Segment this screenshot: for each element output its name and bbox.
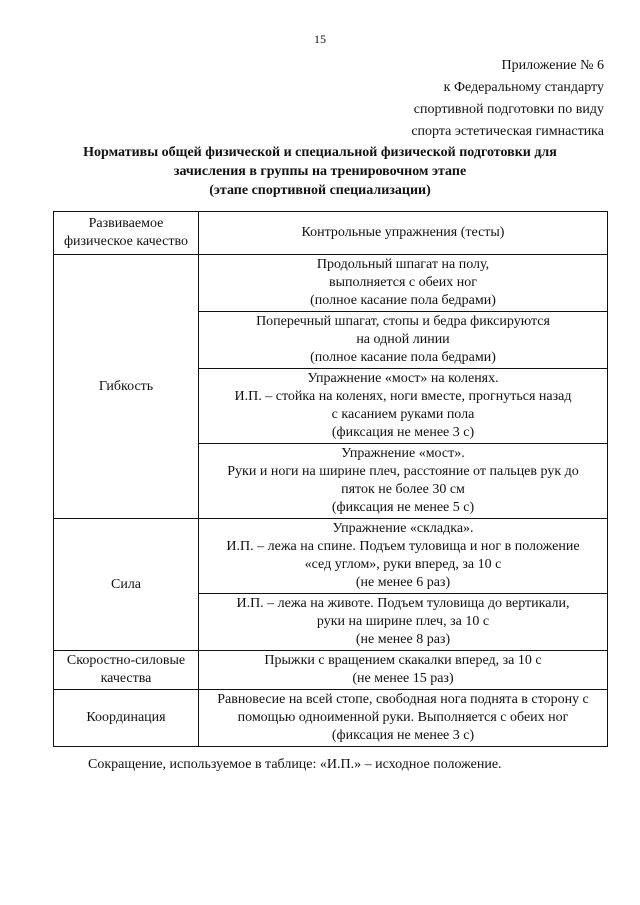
appendix-line: спортивной подготовки по виду (413, 102, 604, 117)
abbreviation-footnote: Сокращение, используемое в таблице: «И.П.» – исходное положение. (88, 757, 502, 772)
title-line: зачисления в группы на тренировочном этапе (173, 164, 467, 179)
appendix-line: спорта эстетическая гимнастика (411, 124, 604, 139)
test-cell: Прыжки с вращением скакалки вперед, за 10 с (не менее 15 раз) (199, 651, 608, 690)
table-row (54, 651, 608, 690)
appendix-block (411, 55, 604, 143)
title-line: Нормативы общей физической и специальной физической подготовки для (83, 145, 557, 160)
appendix-line: Приложение № 6 (501, 58, 604, 73)
test-cell: Равновесие на всей стопе, свободная нога поднята в сторону с помощью одноименной руки. Выполняется с обеих ног (фиксация не менее 3 с) (199, 690, 608, 747)
standards-table (53, 211, 608, 747)
test-cell: Упражнение «мост». Руки и ноги на ширине плеч, расстояние от пальцев рук до пяток не более 30 см (фиксация не менее 5 с) (199, 444, 608, 519)
quality-cell-coordination: Координация (54, 690, 199, 747)
table-row (54, 690, 608, 747)
table-row (54, 519, 608, 594)
test-cell: Упражнение «складка». И.П. – лежа на спине. Подъем туловища и ног в положение «сед углом», руки вперед, за 10 с (не менее 6 раз) (199, 519, 608, 594)
test-cell: Упражнение «мост» на коленях. И.П. – стойка на коленях, ноги вместе, прогнуться назад с касанием руками пола (фиксация не менее 3 с) (199, 369, 608, 444)
header-quality: Развиваемое физическое качество (54, 212, 199, 255)
quality-cell-strength: Сила (54, 519, 199, 651)
quality-cell-flexibility: Гибкость (54, 255, 199, 519)
appendix-line: к Федеральному стандарту (443, 80, 604, 95)
quality-cell-speed-strength: Скоростно-силовые качества (54, 651, 199, 690)
header-tests: Контрольные упражнения (тесты) (199, 212, 608, 255)
test-cell: Продольный шпагат на полу, выполняется с обеих ног (полное касание пола бедрами) (199, 255, 608, 312)
test-cell: Поперечный шпагат, стопы и бедра фиксируются на одной линии (полное касание пола бедрами) (199, 312, 608, 369)
test-cell: И.П. – лежа на животе. Подъем туловища до вертикали, руки на ширине плеч, за 10 с (не менее 8 раз) (199, 594, 608, 651)
title-line: (этапе спортивной специализации) (209, 183, 431, 198)
page-number: 15 (314, 32, 326, 46)
table-header-row (54, 212, 608, 255)
document-title (40, 143, 600, 200)
table-row (54, 255, 608, 312)
